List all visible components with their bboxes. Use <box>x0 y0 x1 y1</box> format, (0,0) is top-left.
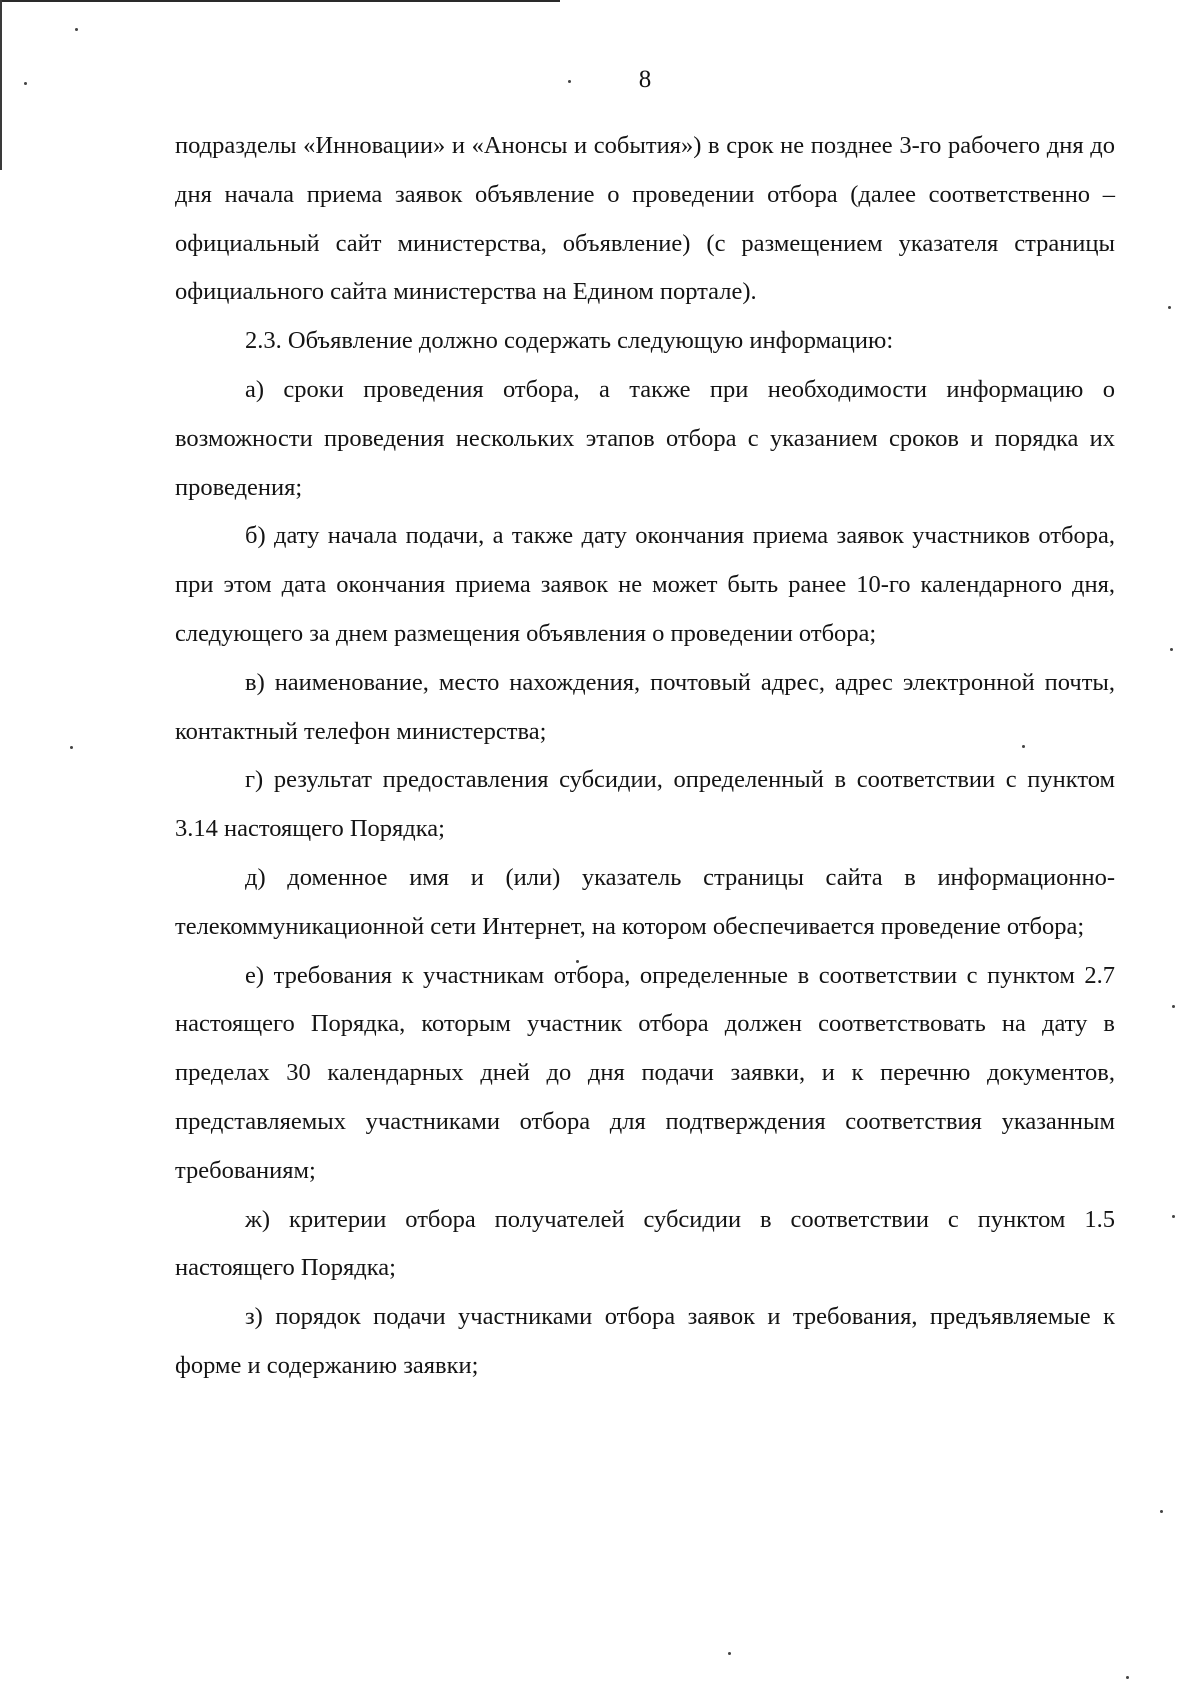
paragraph-item-d: д) доменное имя и (или) указатель страницы сайта в информационно-телекоммуникационной сети Интернет, на котором обеспечивается проведение отбора; <box>175 863 1115 940</box>
paragraph-item-e: е) требования к участникам отбора, определенные в соответствии с пунктом 2.7 настоящего Порядка, которым участник отбора должен соответствовать на дату в пределах 30 календарных дней до дня подачи заявки, и к перечню документов, представляемых участниками отбора для подтверждения соответствия указанным требованиям; <box>175 961 1115 1184</box>
paragraph-item-b: б) дату начала подачи, а также дату окончания приема заявок участников отбора, при этом дата окончания приема заявок не может быть ранее 10-го календарного дня, следующего за днем размещения объявления о проведении отбора; <box>175 522 1115 647</box>
scan-speck <box>1168 306 1171 309</box>
paragraph-item-a: а) сроки проведения отбора, а также при необходимости информацию о возможности проведения нескольких этапов отбора с указанием сроков и порядка их проведения; <box>175 375 1115 501</box>
paragraph-item-g: г) результат предоставления субсидии, определенный в соответствии с пунктом 3.14 настоящего Порядка; <box>175 766 1115 843</box>
scan-speck <box>1170 648 1173 651</box>
paragraph-continuation: подразделы «Инновации» и «Анонсы и события») в срок не позднее 3-го рабочего дня до дня начала приема заявок объявление о проведении отбора (далее соответственно – официальный сайт министерства, объявление) (с размещением указателя страницы официального сайта министерства на Едином портале). <box>175 132 1115 306</box>
scan-speck <box>1172 1215 1175 1218</box>
paragraph-section-2-3: 2.3. Объявление должно содержать следующую информацию: <box>245 327 894 355</box>
paragraph-item-zh: ж) критерии отбора получателей субсидии в соответствии с пунктом 1.5 настоящего Порядка; <box>175 1205 1115 1282</box>
paragraph-item-v: в) наименование, место нахождения, почтовый адрес, адрес электронной почты, контактный телефон министерства; <box>175 668 1115 745</box>
scan-speck <box>1160 1510 1163 1513</box>
page-number: 8 <box>638 66 652 93</box>
scan-speck <box>75 28 78 31</box>
document-body <box>175 122 1115 1391</box>
scan-speck <box>1172 1005 1175 1008</box>
scan-speck <box>728 1652 731 1655</box>
scan-speck <box>70 746 73 749</box>
paragraph-item-z: з) порядок подачи участниками отбора заявок и требования, предъявляемые к форме и содержанию заявки; <box>175 1303 1115 1379</box>
scan-top-edge <box>0 0 560 2</box>
scan-speck <box>1126 1676 1129 1679</box>
